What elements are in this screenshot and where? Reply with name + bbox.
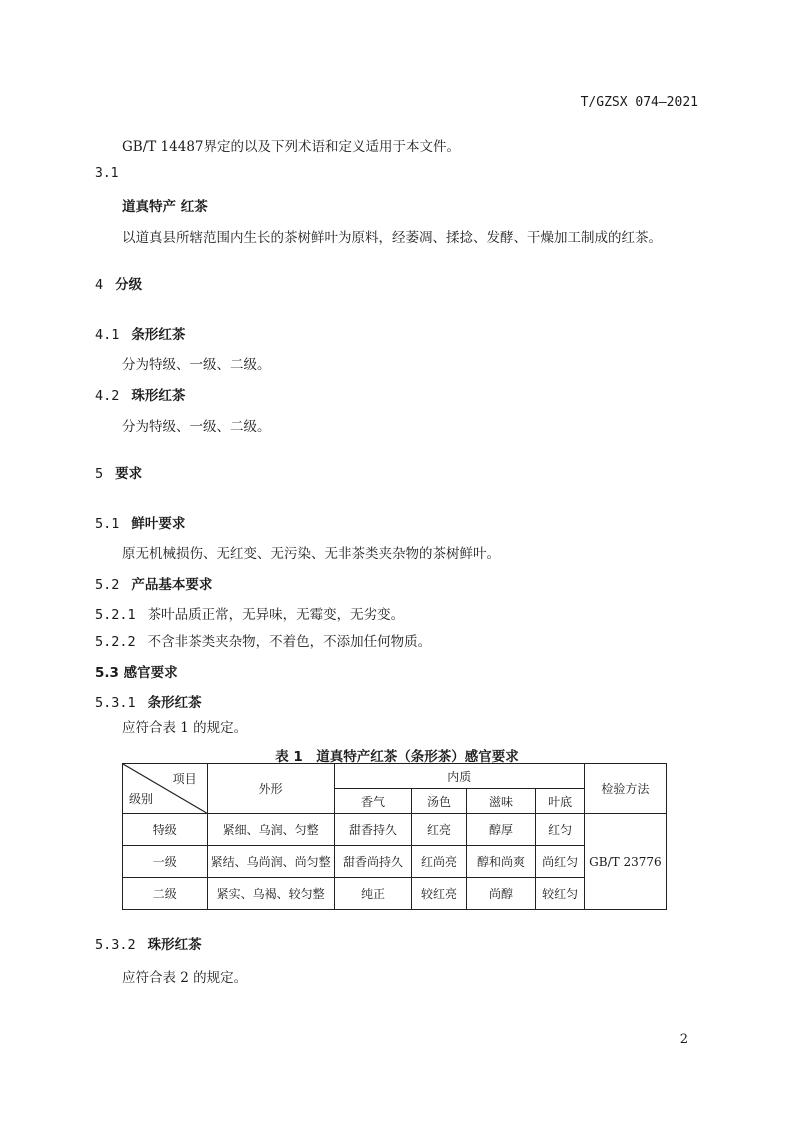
section-heading-4-2 [95, 384, 185, 404]
term-title-3-1: 道真特产 红茶 [122, 199, 208, 215]
section-title: 产品基本要求 [131, 577, 213, 593]
section-text-5-1: 原无机械损伤、无红变、无污染、无非茶类夹杂物的茶树鲜叶。 [122, 546, 500, 562]
section-heading-5 [95, 462, 142, 482]
subheader-taste: 滋味 [466, 789, 536, 814]
cell-grade: 一级 [123, 846, 208, 878]
table-row [123, 814, 667, 846]
section-number: 4 [95, 277, 104, 293]
section-number: 5.2 [95, 577, 120, 593]
cell-liquor: 较红亮 [412, 878, 466, 910]
section-number: 5.1 [95, 516, 120, 532]
cell-leaf: 红匀 [536, 814, 584, 846]
table-header-row [123, 764, 667, 789]
section-heading-5-3-2 [95, 933, 202, 953]
section-title: 条形红茶 [147, 695, 202, 711]
cell-taste: 尚醇 [466, 878, 536, 910]
clause-text: 茶叶品质正常，无异味，无霉变，无劣变。 [147, 607, 405, 623]
section-heading-4-1 [95, 323, 185, 343]
section-text-4-1: 分为特级、一级、二级。 [122, 357, 271, 373]
section-title: 条形红茶 [131, 327, 186, 343]
term-definition-3-1: 以道真县所辖范围内生长的茶树鲜叶为原料，经萎凋、揉捻、发酵、干燥加工制成的红茶。 [122, 230, 662, 246]
section-number: 5.3.1 [95, 695, 136, 711]
cell-taste: 醇和尚爽 [466, 846, 536, 878]
section-heading-4 [95, 273, 142, 293]
page-number: 2 [679, 1032, 688, 1047]
section-title: 鲜叶要求 [131, 516, 186, 532]
cell-appearance: 紧实、乌褐、较匀整 [207, 878, 334, 910]
cell-leaf: 较红匀 [536, 878, 584, 910]
cell-aroma: 甜香持久 [334, 814, 412, 846]
section-title: 珠形红茶 [147, 937, 202, 953]
term-number-3-1: 3.1 [95, 166, 119, 181]
cell-appearance: 紧细、乌润、匀整 [207, 814, 334, 846]
corner-label-item: 项目 [172, 772, 197, 786]
cell-aroma: 纯正 [334, 878, 412, 910]
section-text-5-3-1: 应符合表 1 的规定。 [122, 720, 248, 736]
clause-5-2-1 [95, 603, 404, 623]
corner-label-grade: 级别 [129, 792, 154, 806]
cell-aroma: 甜香尚持久 [334, 846, 412, 878]
table-caption: 表 1 道真特产红茶（条形茶）感官要求 [275, 749, 519, 765]
cell-appearance: 紧结、乌尚润、尚匀整 [207, 846, 334, 878]
clause-5-2-2 [95, 630, 431, 650]
header-inner-quality: 内质 [334, 764, 584, 789]
clause-number: 5.2.1 [95, 607, 136, 623]
section-title: 要求 [115, 466, 143, 482]
cell-test-method: GB/T 23776 [584, 814, 666, 910]
subheader-infused-leaf: 叶底 [536, 789, 584, 814]
section-number: 4.2 [95, 388, 120, 404]
intro-paragraph: GB/T 14487界定的以及下列术语和定义适用于本文件。 [122, 139, 460, 155]
header-appearance: 外形 [207, 764, 334, 814]
standard-code: T/GZSX 074—2021 [580, 95, 698, 110]
section-title: 分级 [115, 277, 143, 293]
cell-liquor: 红尚亮 [412, 846, 466, 878]
clause-number: 5.2.2 [95, 634, 136, 650]
cell-leaf: 尚红匀 [536, 846, 584, 878]
section-title: 珠形红茶 [131, 388, 186, 404]
section-text-5-3-2: 应符合表 2 的规定。 [122, 970, 248, 986]
sensory-requirements-table [122, 763, 667, 910]
cell-grade: 特级 [123, 814, 208, 846]
section-number: 5 [95, 466, 104, 482]
section-heading-5-2 [95, 573, 212, 593]
clause-text: 不含非茶类夹杂物，不着色，不添加任何物质。 [147, 634, 432, 650]
section-number: 5.3.2 [95, 937, 136, 953]
cell-liquor: 红亮 [412, 814, 466, 846]
cell-grade: 二级 [123, 878, 208, 910]
subheader-liquor-color: 汤色 [412, 789, 466, 814]
subheader-aroma: 香气 [334, 789, 412, 814]
section-number: 4.1 [95, 327, 120, 343]
section-heading-5-3: 5.3 感官要求 [95, 665, 178, 681]
cell-taste: 醇厚 [466, 814, 536, 846]
section-heading-5-3-1 [95, 691, 202, 711]
section-text-4-2: 分为特级、一级、二级。 [122, 419, 271, 435]
diagonal-header-cell [123, 764, 208, 814]
section-heading-5-1 [95, 512, 185, 532]
header-test-method: 检验方法 [584, 764, 666, 814]
